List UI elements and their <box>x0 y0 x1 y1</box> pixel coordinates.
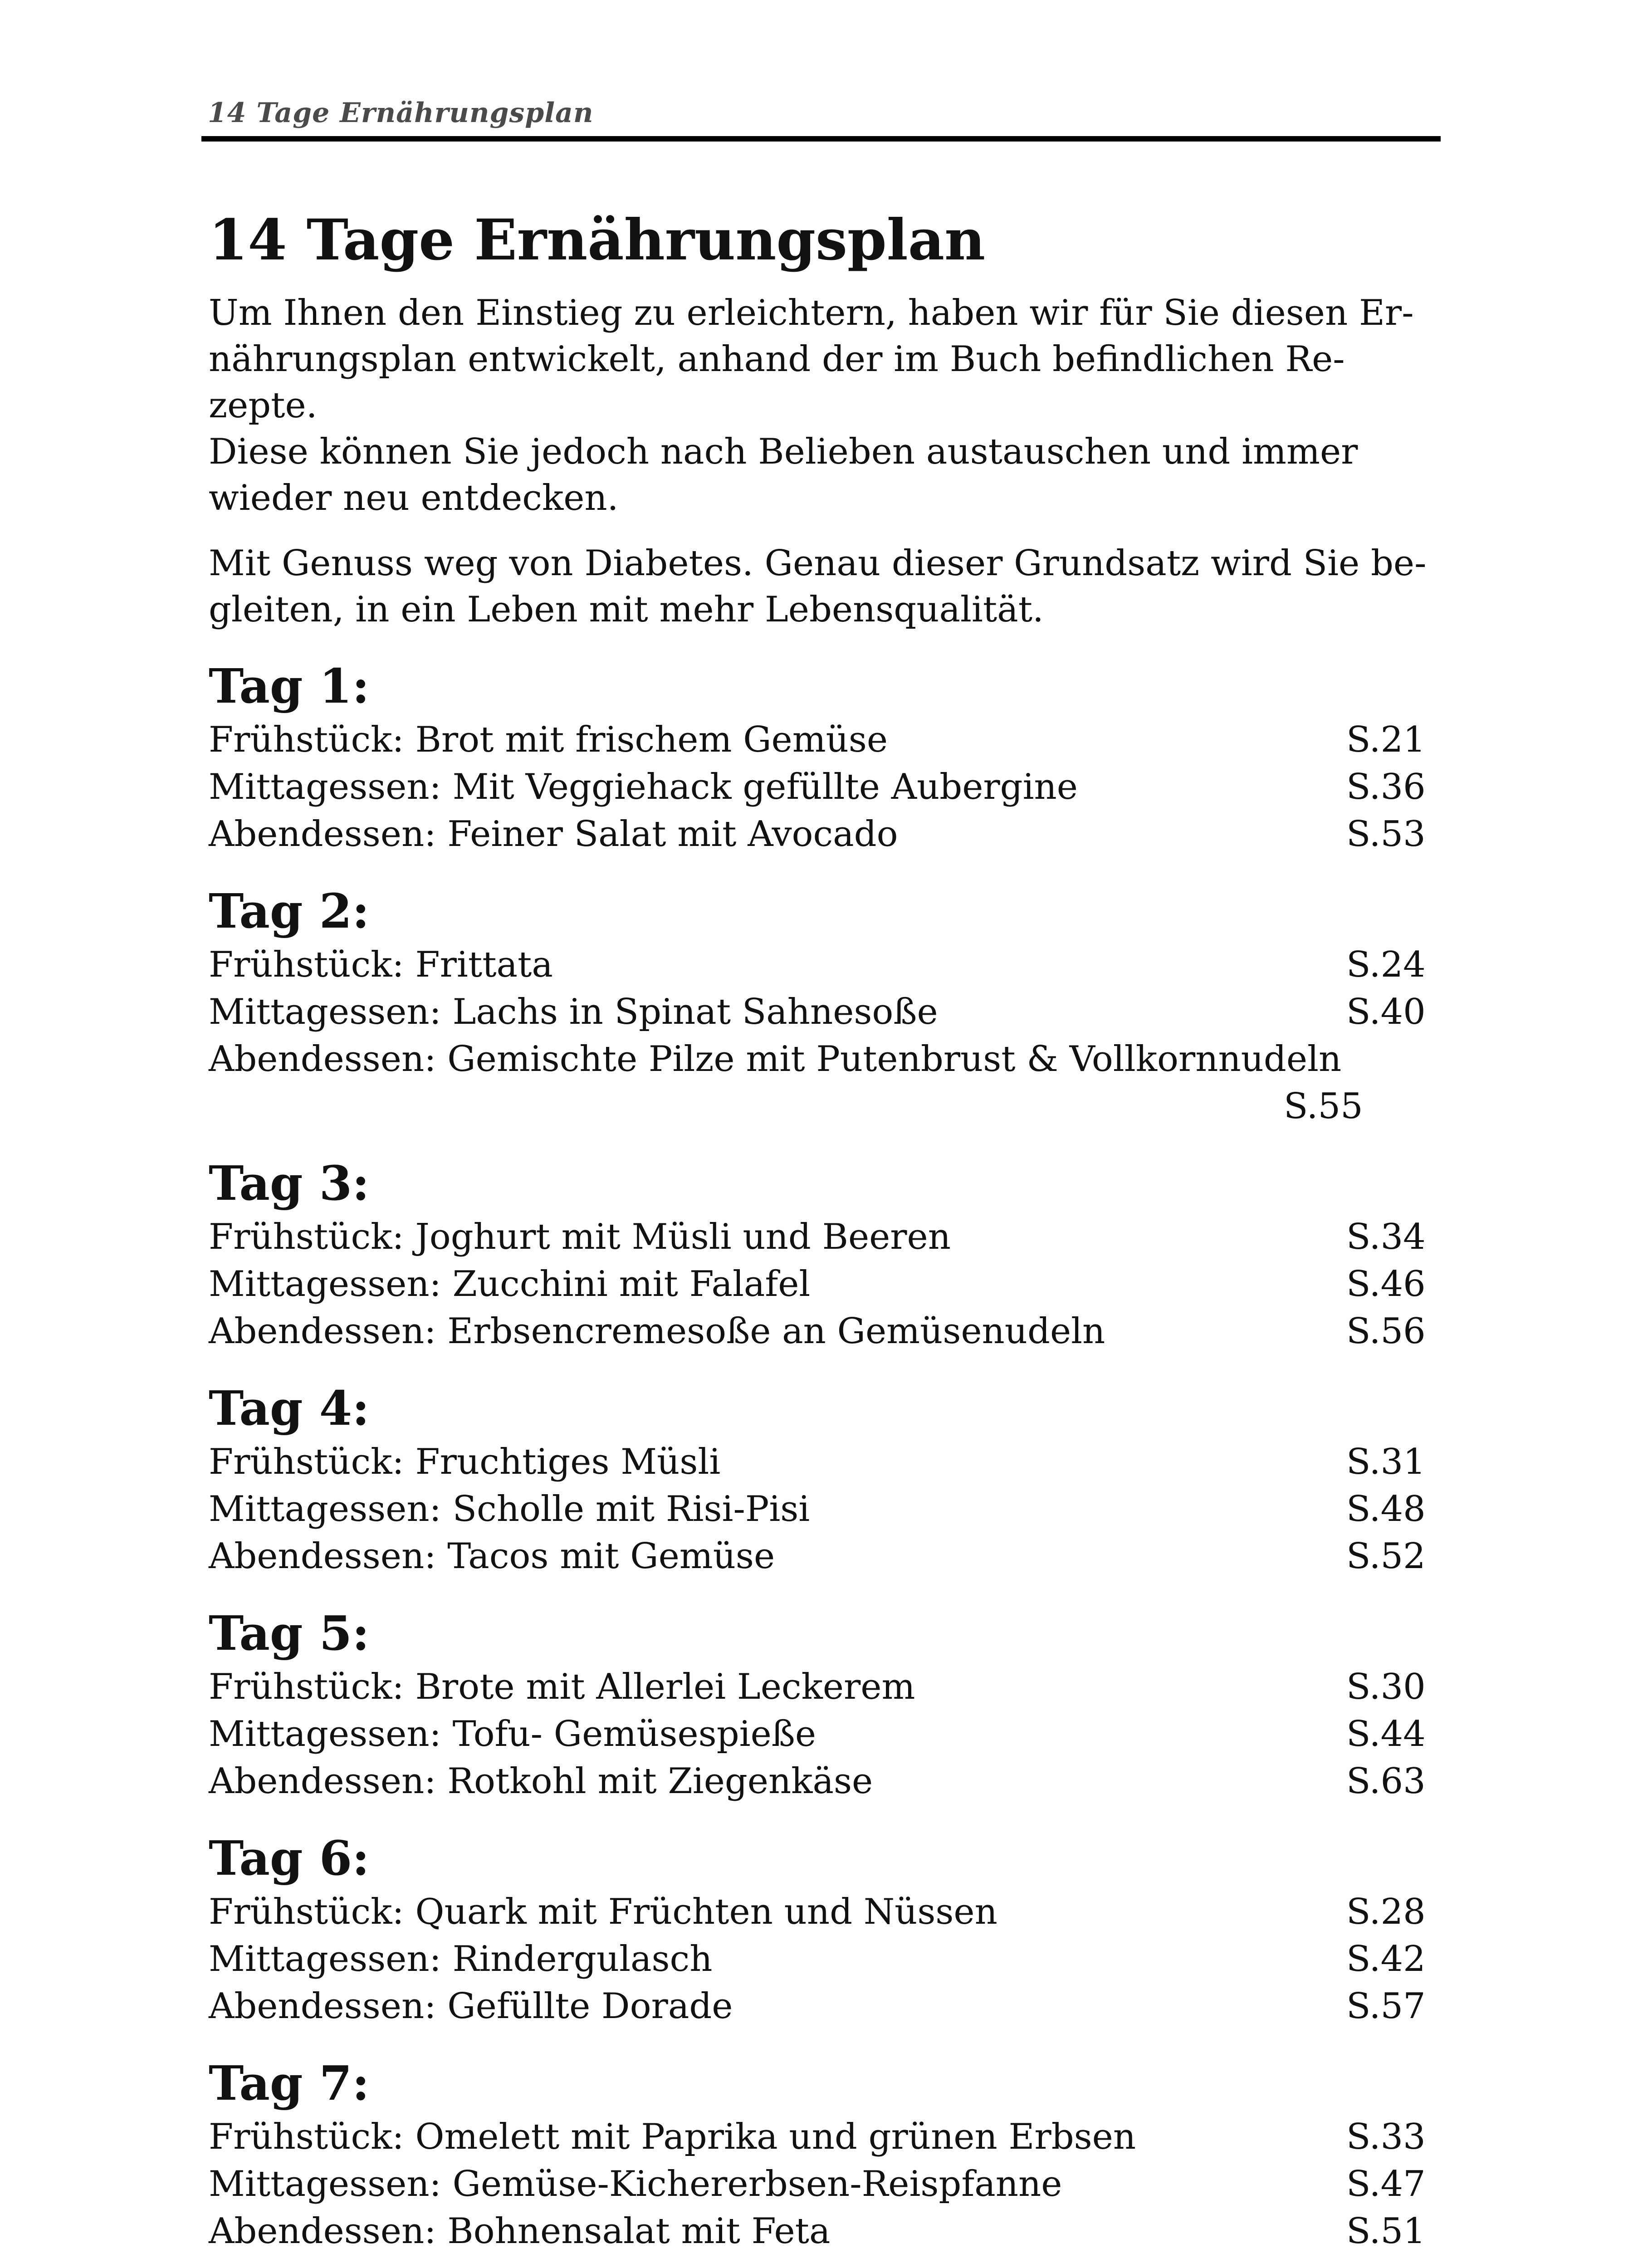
intro-line: zepte. <box>209 385 318 426</box>
meal-row <box>209 1983 1433 2030</box>
meal-row <box>209 1888 1433 1936</box>
page-title: 14 Tage Ernährungsplan <box>209 207 986 273</box>
meal-row <box>209 1486 1433 1533</box>
meal-text: Abendessen: Gefüllte Dorade <box>209 1986 733 2027</box>
meal-page-ref: S.53 <box>1346 814 1426 855</box>
meal-page-ref: S.24 <box>1346 944 1426 985</box>
meal-text: Abendessen: Tacos mit Gemüse <box>209 1536 775 1577</box>
meal-text: Frühstück: Fruchtiges Müsli <box>209 1442 721 1482</box>
day-title: Tag 4: <box>209 1380 370 1436</box>
meal-row <box>209 2160 1433 2208</box>
running-header: 14 Tage Ernährungsplan <box>208 97 594 129</box>
day-section <box>209 656 1433 858</box>
day-title: Tag 2: <box>209 883 370 939</box>
meal-text: Mittagessen: Scholle mit Risi-Pisi <box>209 1489 810 1530</box>
meal-page-ref: S.40 <box>1346 992 1426 1032</box>
day-title: Tag 1: <box>209 658 370 714</box>
meal-row <box>209 811 1433 858</box>
meal-row <box>209 1758 1433 1805</box>
intro-line: Mit Genuss weg von Diabetes. Genau dieser Grundsatz wird Sie be- <box>209 543 1427 584</box>
day-section <box>209 1828 1433 2030</box>
meal-page-ref: S.42 <box>1346 1939 1426 1980</box>
meal-text: Mittagessen: Zucchini mit Falafel <box>209 1264 811 1305</box>
meal-page-ref: S.48 <box>1346 1489 1426 1530</box>
day-title: Tag 3: <box>209 1155 370 1211</box>
meal-row <box>209 763 1433 811</box>
day-section <box>209 1154 1433 1355</box>
meal-text: Abendessen: Erbsencremesoße an Gemüsenudeln <box>209 1311 1105 1352</box>
meal-row <box>209 1438 1433 1486</box>
meal-row <box>209 1711 1433 1758</box>
meal-page-ref: S.57 <box>1346 1986 1426 2027</box>
meal-text: Mittagessen: Mit Veggiehack gefüllte Aubergine <box>209 767 1078 807</box>
meal-row <box>209 1036 1433 1130</box>
meal-text: Abendessen: Feiner Salat mit Avocado <box>209 814 898 855</box>
meal-row <box>209 1261 1433 1308</box>
meal-row <box>209 1663 1433 1711</box>
meal-text: Mittagessen: Gemüse-Kichererbsen-Reispfanne <box>209 2164 1062 2204</box>
meal-row <box>209 1533 1433 1580</box>
meal-page-ref: S.52 <box>1346 1536 1426 1577</box>
meal-page-ref: S.30 <box>1346 1667 1426 1707</box>
meal-page-ref: S.34 <box>1346 1217 1426 1257</box>
meal-text: Frühstück: Omelett mit Paprika und grünen Erbsen <box>209 2116 1136 2157</box>
meal-page-ref: S.31 <box>1346 1442 1426 1482</box>
meal-page-ref: S.56 <box>1346 1311 1426 1352</box>
intro-line: nährungsplan entwickelt, anhand der im Buch befindlichen Re- <box>209 339 1345 380</box>
meal-row <box>209 1308 1433 1355</box>
meal-page-ref: S.21 <box>1346 719 1426 760</box>
intro-text <box>209 290 1433 633</box>
intro-line: Um Ihnen den Einstieg zu erleichtern, haben wir für Sie diesen Er- <box>209 293 1414 333</box>
intro-line: Diese können Sie jedoch nach Belieben austauschen und immer <box>209 431 1358 472</box>
meal-row <box>209 2208 1433 2255</box>
meal-text: Mittagessen: Tofu- Gemüsespieße <box>209 1714 816 1755</box>
day-section <box>209 1603 1433 1805</box>
meal-text: Mittagessen: Rindergulasch <box>209 1939 713 1980</box>
day-title: Tag 5: <box>209 1605 370 1661</box>
meal-page-ref: S.44 <box>1346 1714 1426 1755</box>
meal-text: Frühstück: Frittata <box>209 944 553 985</box>
meal-page-ref: S.51 <box>1346 2211 1426 2252</box>
meal-text: Abendessen: Gemischte Pilze mit Putenbrust & Vollkornnudeln <box>209 1039 1342 1080</box>
meal-text: Abendessen: Rotkohl mit Ziegenkäse <box>209 1761 873 1802</box>
meal-text: Frühstück: Brot mit frischem Gemüse <box>209 719 888 760</box>
meal-page-ref: S.46 <box>1346 1264 1426 1305</box>
meal-text: Frühstück: Quark mit Früchten und Nüssen <box>209 1892 997 1932</box>
intro-line: wieder neu entdecken. <box>209 478 619 518</box>
meal-page-ref: S.28 <box>1346 1892 1426 1932</box>
meal-row <box>209 716 1433 763</box>
meal-page-ref: S.33 <box>1346 2116 1426 2157</box>
day-title: Tag 7: <box>209 2055 370 2111</box>
meal-row <box>209 2113 1433 2160</box>
page-content <box>209 206 1433 2255</box>
meal-row <box>209 1213 1433 1261</box>
meal-text: Frühstück: Joghurt mit Müsli und Beeren <box>209 1217 951 1257</box>
day-title: Tag 6: <box>209 1830 370 1886</box>
meal-text: Frühstück: Brote mit Allerlei Leckerem <box>209 1667 915 1707</box>
meal-page-ref: S.55 <box>1284 1086 1363 1127</box>
meal-row <box>209 1936 1433 1983</box>
intro-line: gleiten, in ein Leben mit mehr Lebensqualität. <box>209 589 1044 630</box>
meal-page-ref: S.47 <box>1346 2164 1426 2204</box>
meal-row <box>209 941 1433 988</box>
meal-text: Abendessen: Bohnensalat mit Feta <box>209 2211 831 2252</box>
day-section <box>209 1378 1433 1580</box>
header-rule <box>201 136 1441 142</box>
meal-text: Mittagessen: Lachs in Spinat Sahnesoße <box>209 992 938 1032</box>
meal-page-ref: S.36 <box>1346 767 1426 807</box>
meal-page-ref: S.63 <box>1346 1761 1426 1802</box>
day-section <box>209 881 1433 1130</box>
day-section <box>209 2053 1433 2255</box>
meal-row <box>209 988 1433 1036</box>
